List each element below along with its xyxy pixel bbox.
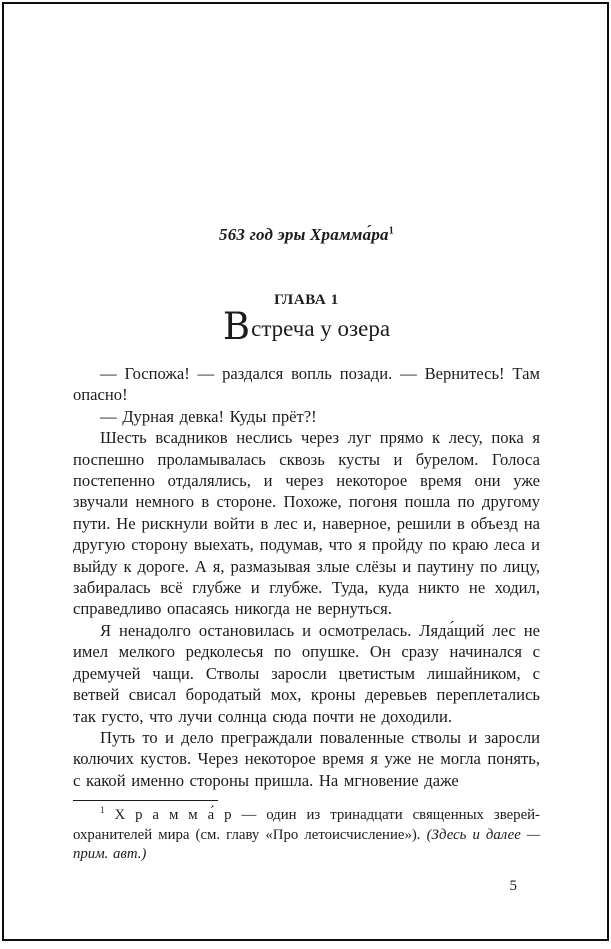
footnote (73, 806, 540, 865)
chapter-title-rest: стреча у озера (251, 316, 391, 341)
footnote-term: Х р а м м а́ р (114, 807, 232, 824)
paragraph: Шесть всадников неслись через луг прямо к лесу, пока я поспешно проламывалась сквозь кусты и бурелом. Голоса постепенно отдалялись, и через некоторое время они уже звучали немного в стороне. Похоже, погоня пошла по другому пути. Не рискнули войти в лес и, наверное, решили в объезд на другую сторону выехать, подумав, что я пройду по краю леса и выйду к дороге. А я, размазывая злые слёзы и паутину по лицу, забиралась всё глубже и глубже. Туда, куда никто не ходил, справедливо опасаясь никогда не вернуться. (73, 428, 540, 619)
footnote-author-note: (Здесь и далее — прим. авт.) (73, 826, 540, 863)
chapter-label: ГЛАВА 1 (274, 292, 339, 308)
paragraph: — Дурная девка! Куды прёт?! (100, 406, 317, 426)
footnote-reference-mark: 1 (388, 225, 394, 237)
footnote-ref: 1 (100, 805, 105, 816)
era-heading (73, 225, 540, 245)
page-number: 5 (509, 877, 517, 894)
paragraph: — Госпожа! — раздался вопль позади. — Вернитесь! Там опасно! (73, 364, 540, 405)
paragraph: Путь то и дело преграждали поваленные стволы и заросли колючих кустов. Через некоторое время я уже не могла понять, с какой именно стороны пришла. На мгновение даже (73, 727, 540, 790)
drop-cap-initial: В (222, 305, 251, 348)
chapter-title (73, 305, 540, 348)
paragraph: Я ненадолго остановилась и осмотрелась. Ляда́щий лес не имел мелкого редколесья по опушке. Он сразу начинался с дремучей чащи. Стволы заросли цветистым лишайником, с ветвей свисал бородатый мох, кроны деревьев переплетались так густо, что лучи солнца сюда почти не доходили. (73, 620, 540, 726)
footnote-body: — один из тринадцати священных зверей-охранителей мира (см. главу «Про летоисчисление»). (73, 807, 540, 843)
book-page (73, 4, 540, 895)
body-paragraphs (73, 363, 540, 791)
page-border-frame (2, 2, 609, 941)
footnote-separator (73, 800, 218, 801)
era-heading-text: 563 год эры Храмма́ра (219, 225, 389, 244)
